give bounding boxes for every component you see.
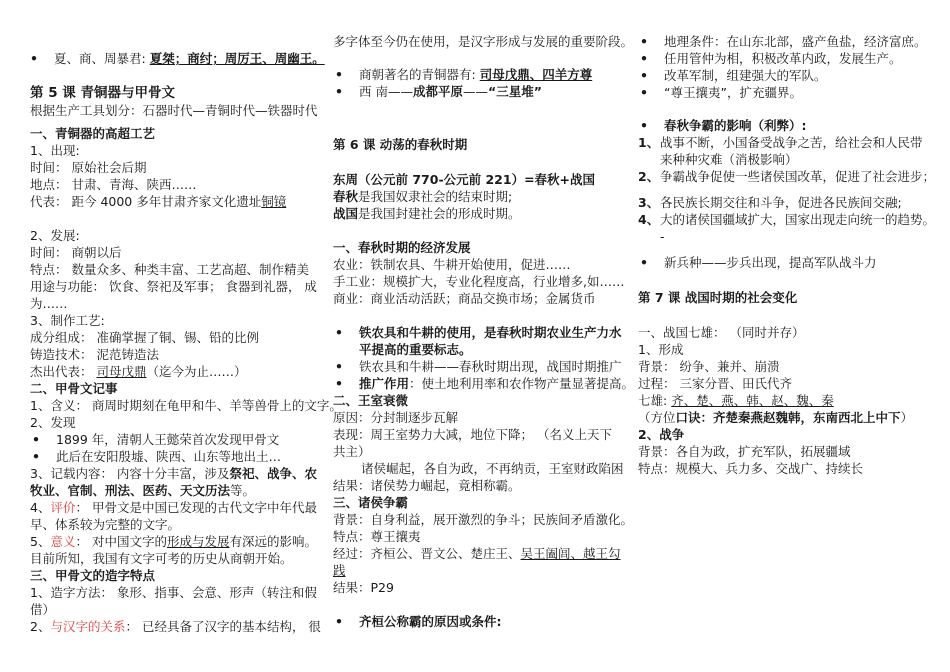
text-line: 结果：P29 bbox=[333, 580, 394, 595]
section-heading: 一、战国七雄： （同时并存） bbox=[638, 325, 805, 340]
bold-term: 春秋 bbox=[333, 189, 359, 204]
eastern-zhou-line: 东周（公元前 770-公元前 221）=春秋+战国 bbox=[333, 172, 596, 187]
text: 4、 bbox=[30, 500, 51, 515]
text-line: 背景： 纷争、兼并、崩溃 bbox=[638, 359, 780, 374]
numbered-item bbox=[638, 211, 936, 228]
bullet-item: • 任用管仲为相，积极改革内政，发展生产。 bbox=[638, 50, 930, 67]
text-line: 地点： 甘肃、青海、陕西…… bbox=[30, 177, 197, 192]
numbered-item bbox=[638, 134, 930, 168]
bold-term: 成都平原 bbox=[412, 84, 463, 99]
bold-term: 口诀：齐楚秦燕赵魏韩，东南西北上中下 bbox=[675, 410, 901, 425]
text-line: 手工业：规模扩大，专业化程度高，行业增多,如…… bbox=[333, 274, 625, 289]
section-heading: 二、王室衰微 bbox=[333, 393, 409, 408]
text-line bbox=[333, 545, 623, 579]
text: ： 甲骨文是中国已发现的古代文字中年代最早、体系较为完整的文字。 bbox=[30, 500, 317, 532]
text-line: 原因：分封制逐步瓦解 bbox=[333, 410, 459, 425]
red-term: 意义 bbox=[50, 534, 76, 549]
section-heading: 一、春秋时期的经济发展 bbox=[333, 240, 471, 255]
bullet-item: • 新兵种——步兵出现，提高军队战斗力 bbox=[638, 254, 930, 271]
bullet-item: • 齐桓公称霸的原因或条件: bbox=[333, 613, 623, 630]
tyrants-names: 夏桀；商纣；周厉王、周幽王。 bbox=[149, 51, 325, 66]
text-line: 表现：周王室势力大减，地位下降； （名义上天下共主） bbox=[333, 427, 612, 459]
bullet-item bbox=[333, 83, 623, 100]
text: 杰出代表： bbox=[30, 364, 97, 379]
column-middle bbox=[333, 0, 635, 630]
underlined-term: 铜镜 bbox=[261, 194, 287, 209]
text-line: 成分组成： 准确掌握了铜、锡、铅的比例 bbox=[30, 330, 259, 345]
text-line: 诸侯崛起，各自为政，不再纳贡，王室财政陷困 bbox=[361, 461, 624, 476]
text-line bbox=[333, 205, 623, 222]
text-line: 时间： 原始社会后期 bbox=[30, 160, 147, 175]
text-line: 多字体至今仍在使用，是汉字形成与发展的重要阶段。 bbox=[333, 34, 634, 49]
text-line: 特点： 数量众多、种类丰富、工艺高超、制作精美 bbox=[30, 262, 309, 277]
bullet-item: • 铁农具和牛耕——春秋时期出现，战国时期推广 bbox=[333, 358, 623, 375]
point-heading: 3、制作工艺: bbox=[30, 313, 105, 328]
text: 是我国封建社会的形成时期。 bbox=[358, 206, 521, 221]
bullet-item: • “尊王攘夷”，扩充疆界。 bbox=[638, 84, 930, 101]
text-line: 结果：诸侯势力崛起，竟相称霸。 bbox=[333, 478, 521, 493]
tyrants-line bbox=[30, 50, 325, 67]
text-line: 特点：尊王攘夷 bbox=[333, 529, 421, 544]
numbered-item bbox=[638, 194, 930, 211]
text: 大的诸侯国疆域扩大，国家出现走向统一的趋势。 bbox=[660, 212, 936, 227]
section-heading: 一、青铜器的高超工艺 bbox=[30, 126, 156, 141]
bronze-ware-names: 司母戊鼎、四羊方尊 bbox=[479, 67, 593, 82]
text-line: 时间： 商朝以后 bbox=[30, 245, 122, 260]
mnemonic-line bbox=[638, 409, 930, 426]
red-term: 与汉字的关系 bbox=[50, 619, 126, 634]
text: ： 已经具备了汉字的基本结构， 很 bbox=[125, 619, 321, 634]
underlined-term: 吴王阖闾、越王勾践 bbox=[333, 546, 621, 578]
lesson6-title: 第 6 课 动荡的春秋时期 bbox=[333, 137, 468, 152]
text: 代表： 距今 4000 多年甘肃齐家文化遗址 bbox=[30, 194, 262, 209]
red-term: 评价 bbox=[50, 500, 76, 515]
bullet-item: • 铁农具和牛耕的使用，是春秋时期农业生产力水平提高的重要标志。 bbox=[333, 324, 623, 358]
point-heading: 2、战争 bbox=[638, 427, 685, 442]
bullet-mark: • bbox=[30, 51, 38, 66]
text: 夏、商、周暴君: bbox=[54, 51, 150, 66]
text: 有深远的影响。目前所知，我国有文字可考的历史从商朝开始。 bbox=[30, 534, 317, 566]
text: 七雄: bbox=[638, 393, 672, 408]
bullet-item: • 此后在安阳殷墟、陕西、山东等地出土… bbox=[30, 448, 320, 465]
text: 西 南—— bbox=[359, 84, 413, 99]
point-heading: 2、发展: bbox=[30, 228, 80, 243]
text-line bbox=[638, 392, 930, 409]
item-number: 3、 bbox=[638, 195, 660, 210]
text: 战事不断，小国备受战争之苦，给社会和人民带来种种灾难（消极影响） bbox=[660, 135, 923, 167]
text: 3、记载内容： 内容十分丰富，涉及 bbox=[30, 466, 230, 481]
text-line: 1、造字方法： 象形、指事、会意、形声（转注和假借） bbox=[30, 585, 317, 617]
underlined-term: 形成与发展 bbox=[166, 534, 230, 549]
numbered-item bbox=[638, 168, 936, 185]
text: ： 对中国文字的 bbox=[75, 534, 167, 549]
section-heading: 三、甲骨文的造字特点 bbox=[30, 568, 156, 583]
point-heading: 1、出现: bbox=[30, 143, 80, 158]
point-heading: 2、发现 bbox=[30, 415, 76, 430]
bold-term: 推广作用 bbox=[359, 376, 410, 391]
bold-term: 祭祀、战争、农牧业、官制、刑法、医药、天文历法 bbox=[30, 466, 317, 498]
bullet-item: • 1899 年，清朝人王懿荣首次发现甲骨文 bbox=[30, 431, 320, 448]
text-line bbox=[30, 618, 320, 635]
text-line: 背景：各自为政，扩充军队，拓展疆域 bbox=[638, 444, 851, 459]
text-line bbox=[30, 499, 320, 533]
dash-mark: - bbox=[660, 229, 665, 244]
text: 5、 bbox=[30, 534, 51, 549]
bullet-item bbox=[333, 66, 623, 83]
bold-term: “三星堆” bbox=[488, 84, 542, 99]
item-number: 4、 bbox=[638, 212, 660, 227]
text-line: 1、含义： 商周时期刻在龟甲和牛、羊等兽骨上的文字。 bbox=[30, 398, 342, 413]
lesson5-title: 第 5 课 青铜器与甲骨文 bbox=[30, 85, 175, 101]
text: 争霸战争促使一些诸侯国改革，促进了社会进步； bbox=[660, 169, 936, 184]
text: （迄今为止……） bbox=[146, 364, 247, 379]
text: 商朝著名的青铜器有: bbox=[359, 67, 480, 82]
underlined-term: 司母戊鼎 bbox=[96, 364, 147, 379]
column-right bbox=[638, 0, 936, 477]
text-line: 用途与功能： 饮食、祭祀及军事； 食器到礼器， 成为…… bbox=[30, 279, 317, 311]
bullet-item: • 改革军制，组建强大的军队。 bbox=[638, 67, 930, 84]
text-line bbox=[333, 188, 623, 205]
item-number: 1、 bbox=[638, 135, 660, 150]
text-line bbox=[30, 363, 320, 380]
text-line: 农业：铁制农具、牛耕开始使用，促进…… bbox=[333, 257, 571, 272]
section-heading: 三、诸侯争霸 bbox=[333, 495, 409, 510]
text: 各民族长期交往和斗争，促进各民族间交融; bbox=[660, 195, 902, 210]
text-line: 背景：自身利益，展开激烈的争斗；民族间矛盾激化。 bbox=[333, 512, 634, 527]
text-line bbox=[30, 465, 320, 499]
bullet-item bbox=[333, 375, 635, 392]
text: 是我国奴隶社会的结束时期; bbox=[358, 189, 513, 204]
text-line bbox=[30, 193, 320, 210]
text: 经过：齐桓公、晋文公、楚庄王、 bbox=[333, 546, 521, 561]
section-heading: 二、甲骨文记事 bbox=[30, 381, 118, 396]
bold-term: 战国 bbox=[333, 206, 359, 221]
text-line: 铸造技术： 泥范铸造法 bbox=[30, 347, 159, 362]
text-line: 特点：规模大、兵力多、交战广、持续长 bbox=[638, 461, 864, 476]
text: ） bbox=[900, 410, 914, 425]
item-number: 2、 bbox=[638, 169, 660, 184]
text: ：使土地利用率和农作物产量显著提高。 bbox=[409, 376, 635, 391]
text-line: 商业：商业活动活跃；商品交换市场；金属货币 bbox=[333, 291, 596, 306]
tools-line: 根据生产工具划分：石器时代—青铜时代—铁器时代 bbox=[30, 103, 318, 118]
lesson7-title: 第 7 课 战国时期的社会变化 bbox=[638, 290, 798, 305]
text: 2、 bbox=[30, 619, 51, 634]
text: （方位 bbox=[638, 410, 676, 425]
text: —— bbox=[463, 84, 488, 99]
bullet-item: • 地理条件：在山东北部，盛产鱼盐，经济富庶。 bbox=[638, 33, 930, 50]
text-line bbox=[30, 533, 320, 567]
seven-states: 齐、楚、燕、韩、赵、魏、秦 bbox=[671, 393, 834, 408]
point-heading: 1、形成 bbox=[638, 342, 684, 357]
text: 等。 bbox=[230, 483, 256, 498]
text-line: 过程： 三家分晋、田氏代齐 bbox=[638, 376, 792, 391]
bullet-item: • 春秋争霸的影响（利弊）: bbox=[638, 117, 930, 134]
column-left bbox=[30, 0, 342, 635]
